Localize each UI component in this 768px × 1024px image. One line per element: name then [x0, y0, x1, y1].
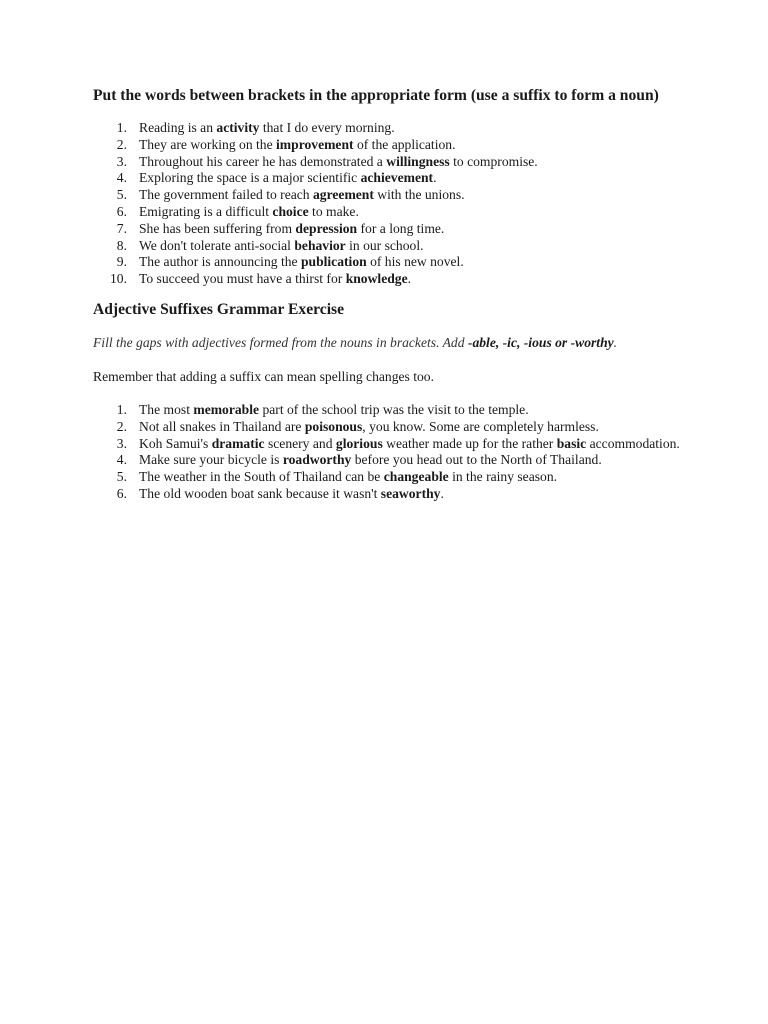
item-number: 7. [116, 220, 127, 236]
item-text: . [407, 271, 412, 287]
list-item [93, 120, 683, 137]
noun-suffix-list [93, 120, 683, 288]
answer-word: knowledge [345, 271, 408, 287]
item-text: Exploring the space is a major scientific [139, 170, 361, 186]
item-text: Make sure your bicycle is [139, 452, 283, 468]
list-item [93, 137, 683, 154]
item-text: Not all snakes in Thailand are [139, 418, 305, 434]
list-item [93, 204, 683, 221]
item-number: 3. [116, 435, 127, 451]
list-item [93, 170, 683, 187]
list-item [93, 238, 683, 255]
answer-word: achievement [360, 170, 434, 186]
item-text: She has been suffering from [139, 220, 296, 236]
item-number: 1. [116, 401, 127, 417]
item-number: 5. [116, 187, 127, 203]
item-text: to compromise. [449, 153, 538, 169]
item-number: 4. [116, 170, 127, 186]
item-text: scenery and [264, 435, 336, 451]
item-text: Emigrating is a difficult [139, 203, 273, 219]
item-number: 1. [116, 120, 127, 135]
item-number: 6. [116, 485, 127, 501]
item-text: of the application. [353, 136, 456, 152]
item-number: 5. [116, 469, 127, 485]
item-text: part of the school trip was the visit to the temple. [259, 401, 529, 417]
exercise-instruction [93, 334, 683, 351]
item-text: of his new novel. [366, 254, 464, 270]
item-text: before you head out to the North of Thailand. [351, 452, 602, 468]
document-page [93, 86, 683, 503]
item-text: The government failed to reach [139, 187, 313, 203]
item-text: The most [139, 401, 194, 417]
item-text: The weather in the South of Thailand can be [139, 469, 384, 485]
item-number: 10. [110, 271, 127, 287]
answer-word: agreement [313, 187, 374, 203]
item-number: 3. [116, 153, 127, 169]
noun-suffix-heading: Put the words between brackets in the appropriate form (use a suffix to form a noun) [93, 87, 659, 104]
item-text: Reading is an [139, 120, 217, 135]
item-text: that I do every morning. [259, 120, 395, 135]
answer-word: dramatic [211, 435, 265, 451]
list-item [93, 469, 683, 486]
item-text: in the rainy season. [448, 469, 558, 485]
list-item [93, 154, 683, 171]
item-text: to make. [308, 203, 359, 219]
answer-word: roadworthy [282, 452, 352, 468]
item-text: weather made up for the rather [382, 435, 557, 451]
item-number: 2. [116, 136, 127, 152]
item-text: The old wooden boat sank because it wasn't [139, 485, 381, 501]
answer-word: poisonous [304, 418, 363, 434]
list-item [93, 254, 683, 271]
answer-word: basic [556, 435, 587, 451]
item-text: The author is announcing the [139, 254, 301, 270]
item-text: They are working on the [139, 136, 277, 152]
adjective-suffix-heading: Adjective Suffixes Grammar Exercise [93, 300, 345, 318]
item-text: We don't tolerate anti-social [139, 237, 295, 253]
item-text: . [440, 485, 444, 501]
answer-word: improvement [276, 136, 354, 152]
answer-word: activity [216, 120, 260, 135]
item-text: , you know. Some are completely harmless. [362, 418, 599, 434]
instruction-text: Fill the gaps with adjectives formed from the nouns in brackets. Add [93, 334, 468, 350]
instruction-end: . [613, 334, 618, 350]
list-item [93, 402, 683, 419]
answer-word: glorious [335, 435, 383, 451]
list-item [93, 436, 683, 453]
answer-word: behavior [294, 237, 346, 253]
item-number: 4. [116, 452, 127, 468]
item-number: 6. [116, 203, 127, 219]
answer-word: memorable [193, 401, 260, 417]
item-text: Throughout his career he has demonstrated a [139, 153, 387, 169]
item-number: 2. [116, 418, 127, 434]
answer-word: willingness [386, 153, 450, 169]
answer-word: seaworthy [380, 485, 441, 501]
item-text: Koh Samui's [139, 435, 212, 451]
item-text: accommodation. [586, 435, 680, 451]
list-item [93, 271, 683, 288]
answer-word: choice [272, 203, 309, 219]
list-item [93, 419, 683, 436]
adjective-suffix-list [93, 402, 683, 503]
item-text: in our school. [345, 237, 424, 253]
list-item [93, 221, 683, 238]
list-item [93, 486, 683, 503]
answer-word: changeable [383, 469, 449, 485]
answer-word: depression [295, 220, 358, 236]
item-text: To succeed you must have a thirst for [139, 271, 346, 287]
instruction-suffixes: -able, -ic, -ious or -worthy [467, 334, 614, 350]
answer-word: publication [300, 254, 367, 270]
item-number: 8. [116, 237, 127, 253]
item-text: with the unions. [373, 187, 465, 203]
item-text: for a long time. [357, 220, 445, 236]
list-item [93, 452, 683, 469]
item-text: . [433, 170, 437, 186]
list-item [93, 187, 683, 204]
item-number: 9. [116, 254, 127, 270]
spelling-note: Remember that adding a suffix can mean spelling changes too. [93, 368, 435, 384]
